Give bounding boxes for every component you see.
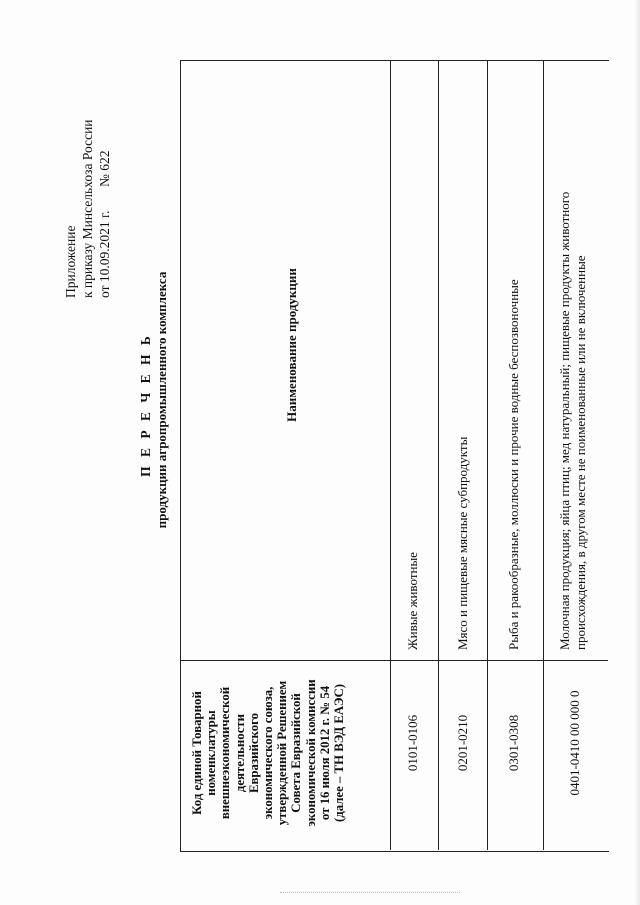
header-code-line: экономической комиссии [303,679,318,827]
table-divider-1 [390,60,391,850]
row-code-cell: 0201-0210 [455,714,470,772]
header-code-line: (далее – ТН ВЭД ЕАЭС) [332,683,347,823]
page-edge-shadow [634,0,640,905]
header-code-cell [190,663,346,843]
header-code-line: деятельности [232,713,247,793]
header-code-line: номенклатуры [204,710,219,796]
row-code-cell: 0101-0106 [405,714,420,772]
table-divider-4 [543,60,544,850]
row-name-cell [455,437,471,650]
table-divider-2 [438,60,439,850]
header-code-line: Код единой Товарной [190,691,204,815]
appendix-block [62,119,113,298]
appendix-line-1: Приложение [63,225,78,298]
header-code-line: от 16 июля 2012 г. № 54 [317,685,332,821]
header-code-line: Евразийского [246,712,261,794]
row-code-cell: 0401-0410 00 000 0 [567,690,582,796]
header-code-line: утвержденной Решением [275,680,290,826]
scan-artifact [280,892,460,899]
row-name-cell [506,279,522,650]
header-code-line: экономического союза, [261,686,276,820]
header-row-divider [180,660,608,661]
table-divider-3 [487,60,488,850]
document-title: П Е Р Е Ч Е Н Ь [138,333,153,477]
row-name-cell [557,192,589,650]
row-name-line: Молочная продукция; яйца птиц; мед натуральный; пищевые продукты животного [557,191,572,650]
row-name-line: Мясо и пищевые мясные субпродукты [455,436,470,650]
row-name-line: Живые животные [405,552,420,650]
row-name-line: происхождения, в другом месте не поименованные или не включенные [573,255,588,650]
header-code-line: внешнеэкономической [218,686,233,820]
document-subtitle: продукции агропромышленного комплекса [154,271,169,529]
row-name-line: Рыба и ракообразные, моллюски и прочие водные беспозвоночные [506,279,521,650]
row-name-cell [405,552,421,650]
header-name-cell: Наименование продукции [284,268,299,422]
row-code-cell: 0301-0308 [506,714,521,772]
appendix-line-3: от 10.09.2021 г. № 622 [97,150,112,298]
appendix-line-2: к приказу Минсельхоза России [80,119,95,298]
header-code-line: Совета Евразийской [289,693,304,813]
